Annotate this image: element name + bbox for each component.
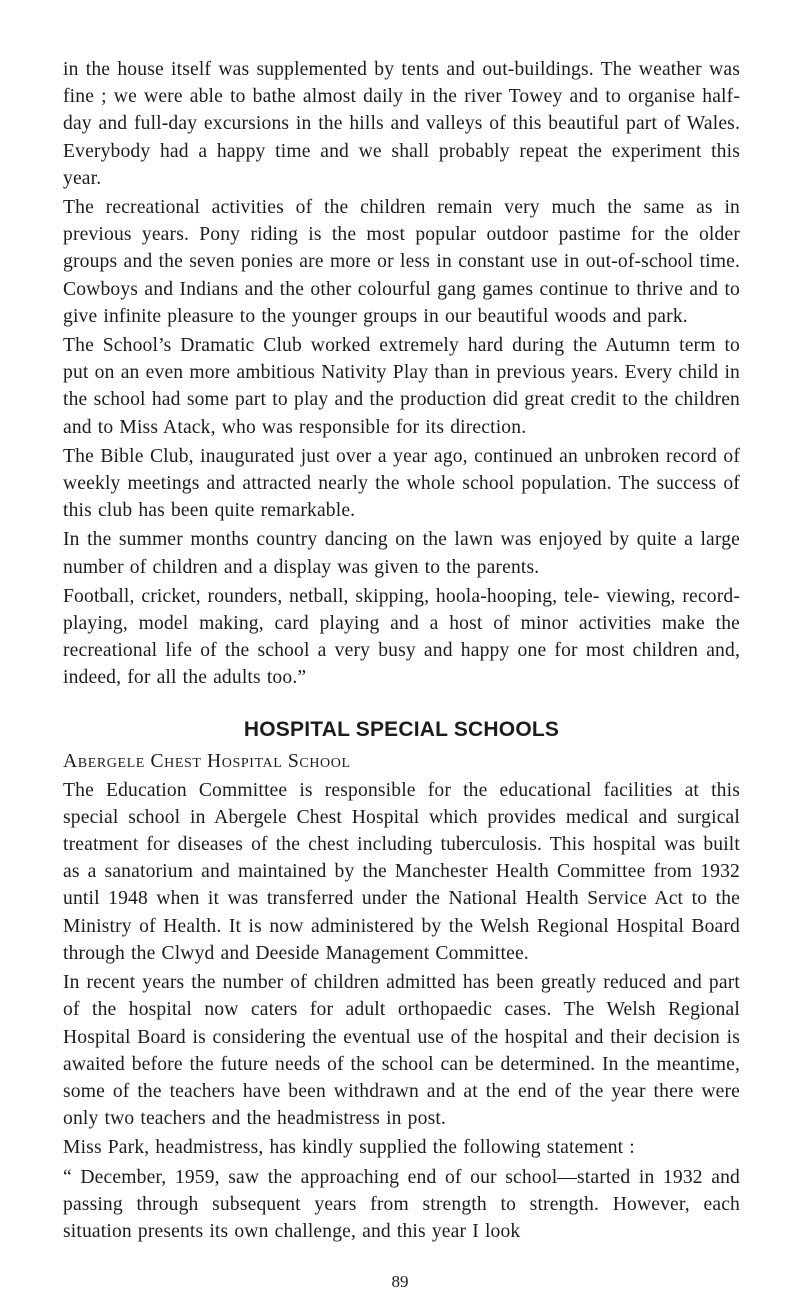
- subsection-heading: Abergele Chest Hospital School: [63, 750, 351, 772]
- paragraph-sports-activities: Football, cricket, rounders, netball, skipping, hoola-hooping, tele- viewing, record-playing, model making, card playing and a host of minor activities make the recreational life of the school a very busy and happy one for most children and, indeed, for all the adults too.”: [63, 585, 740, 689]
- paragraph-miss-park-statement: Miss Park, headmistress, has kindly supplied the following statement :: [63, 1137, 635, 1159]
- paragraph-towey-excursions: in the house itself was supplemented by tents and out-buildings. The weather was fine ; we were able to bathe almost daily in the river Towey and to organise half-day and full-day excursions in the hills and valleys of this beautiful part of Wales. Everybody had a happy time and we shall probably repeat the experiment this year.: [63, 59, 740, 189]
- document-page: [63, 56, 740, 1247]
- paragraph-bible-club: The Bible Club, inaugurated just over a year ago, continued an unbroken record of weekly meetings and attracted nearly the whole school population. The success of this club has been quite remarkable.: [63, 445, 740, 522]
- paragraph-quote-december: “ December, 1959, saw the approaching end of our school—started in 1932 and passing through subsequent years from strength to strength. However, each situation presents its own challenge, and this year I look: [63, 1166, 740, 1242]
- paragraph-education-committee: The Education Committee is responsible for the educational facilities at this special school in Abergele Chest Hospital which provides medical and surgical treatment for diseases of the chest including tuberculosis. This hospital was built as a sanatorium and maintained by the Manchester Health Committee from 1932 until 1948 when it was transferred under the National Health Service Act to the Ministry of Health. It is now administered by the Welsh Regional Hospital Board through the Clwyd and Deeside Management Committee.: [63, 779, 740, 964]
- paragraph-country-dancing: In the summer months country dancing on the lawn was enjoyed by quite a large number of children and a display was given to the parents.: [63, 529, 740, 578]
- section-heading: HOSPITAL SPECIAL SCHOOLS: [243, 717, 560, 741]
- page-number: 89: [391, 1272, 409, 1291]
- paragraph-recreational-activities: The recreational activities of the children remain very much the same as in previous years. Pony riding is the most popular outdoor pastime for the older groups and the seven ponies are more or less in constant use in out-of-school time. Cowboys and Indians and the other colourful gang games continue to thrive and to give infinite pleasure to the younger groups in our beautiful woods and park.: [63, 197, 740, 327]
- paragraph-recent-years: In recent years the number of children admitted has been greatly reduced and part of the hospital now caters for adult orthopaedic cases. The Welsh Regional Hospital Board is considering the eventual use of the hospital and their decision is awaited before the future needs of the school can be determined. In the meantime, some of the teachers have been withdrawn and at the end of the year there were only two teachers and the headmistress in post.: [63, 972, 740, 1130]
- paragraph-dramatic-club: The School’s Dramatic Club worked extremely hard during the Autumn term to put on an even more ambitious Nativity Play than in previous years. Every child in the school had some part to play and the production did great credit to the children and to Miss Atack, who was responsible for its direction.: [63, 335, 740, 438]
